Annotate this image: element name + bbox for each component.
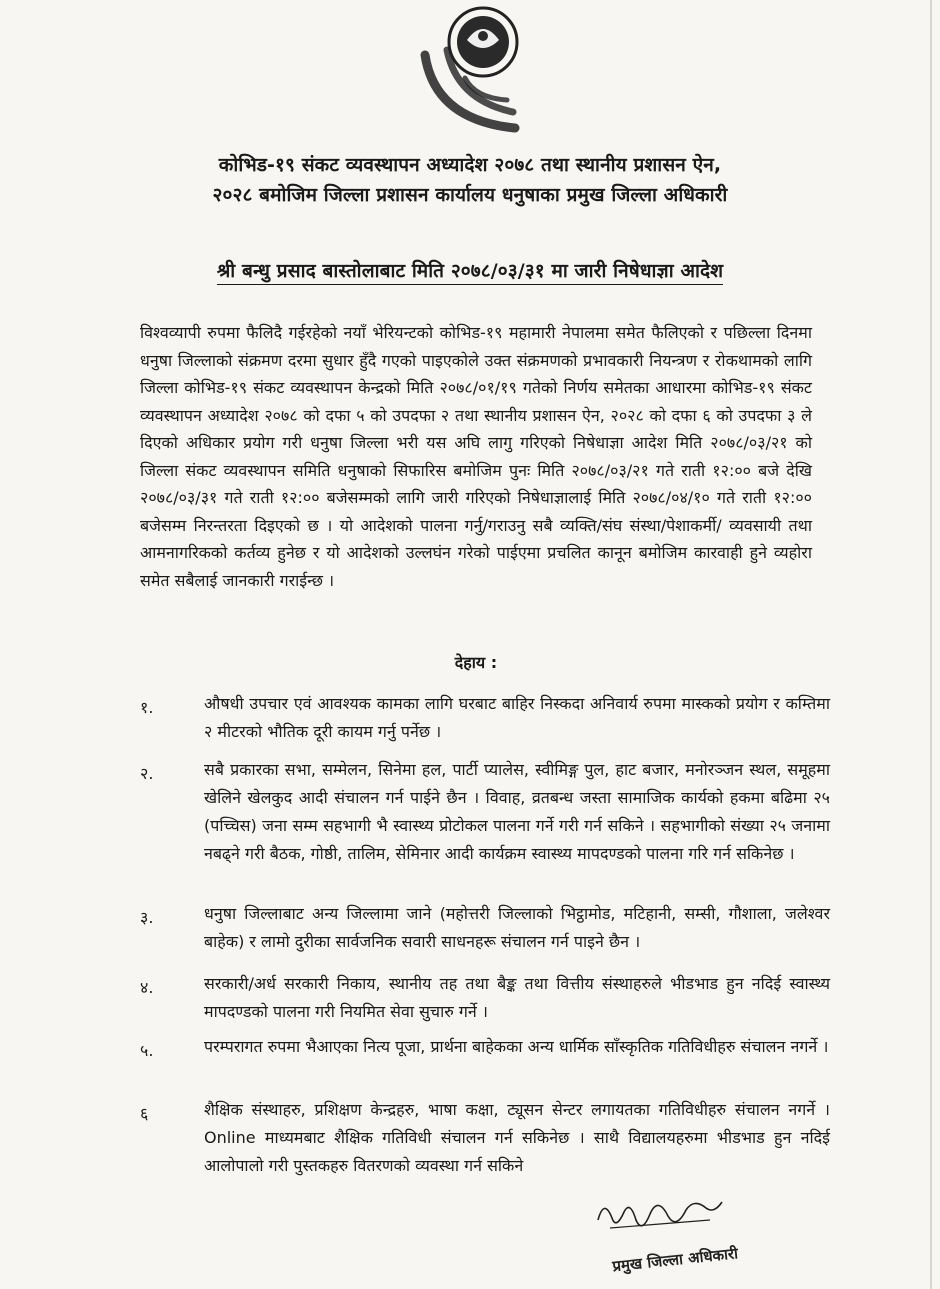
heading-line-1: कोभिड-१९ संकट व्यवस्थापन अध्यादेश २०७८ तथा स्थानीय प्रशासन ऐन, <box>218 154 722 176</box>
item-number: ४. <box>140 978 154 997</box>
item-number: २. <box>140 764 154 783</box>
section-label: देहाय : <box>454 653 498 672</box>
item-text: परम्परागत रुपमा भैआएका नित्य पूजा, प्रार्थना बाहेकका अन्य धार्मिक साँस्कृतिक गतिविधीहरु संचालन नगर्ने । <box>204 1037 829 1056</box>
order-title-text: श्री बन्धु प्रसाद बास्तोलाबाट मिति २०७८/०३/३१ मा जारी निषेधाज्ञा आदेश <box>217 260 723 285</box>
page-edge <box>930 0 932 1289</box>
item-text: सबै प्रकारका सभा, सम्मेलन, सिनेमा हल, पार्टी प्यालेस, स्वीमिङ्ग पुल, हाट बजार, मनोरञ्जन स्थल, समूहमा खेलिने खेलकुद आदी संचालन गर्न पाईने छैन । विवाह, व्रतबन्ध जस्ता सामाजिक कार्यको हकमा बढिमा २५ (पच्चिस) जना सम्म सहभागी भै स्वास्थ्य प्रोटोकल पालना गर्ने गरी गर्न सकिने । सहभागीको संख्या २५ जनामा नबढ्ने गरी बैठक, गोष्ठी, तालिम, सेमिनार आदी कार्यक्रम स्वास्थ्य मापदण्डको पालना गरि गर्न सकिनेछ । <box>204 760 830 863</box>
item-text: धनुषा जिल्लाबाट अन्य जिल्लामा जाने (महोत्तरी जिल्लाको भिट्ठामोड, मटिहानी, सम्सी, गौशाला, जलेश्वर बाहेक) र लामो दुरीका सार्वजनिक सवारी साधनहरू संचालन गर्न पाइने छैन । <box>204 904 830 951</box>
heading-line-2: २०२८ बमोजिम जिल्ला प्रशासन कार्यालय धनुषाका प्रमुख जिल्ला अधिकारी <box>212 184 728 206</box>
item-text: सरकारी/अर्ध सरकारी निकाय, स्थानीय तह तथा बैङ्क तथा वित्तीय संस्थाहरुले भीडभाड हुन नदिई स्वास्थ्य मापदण्डको पालना गरी नियमित सेवा सुचारु गर्ने । <box>204 974 830 1021</box>
emblem-icon <box>395 0 545 140</box>
intro-paragraph: विश्वव्यापी रुपमा फैलिदै गईरहेको नयाँ भेरियन्टको कोभिड-१९ महामारी नेपालमा समेत फैलिएको र पछिल्ला दिनमा धनुषा जिल्लाको संक्रमण दरमा सुधार हुँदै गएको पाइएकोले उक्त संक्रमणको प्रभावकारी नियन्त्रण र रोकथामको लागि जिल्ला कोभिड-१९ संकट व्यवस्थापन केन्द्रको मिति २०७८/०१/१९ गतेको निर्णय समेतका आधारमा कोभिड-१९ संकट व्यवस्थापन अध्यादेश २०७८ को दफा ५ को उपदफा २ तथा स्थानीय प्रशासन ऐन, २०२८ को दफा ६ को उपदफा ३ ले दिएको अधिकार प्रयोग गरी धनुषा जिल्ला भरी यस अघि लागु गरिएको निषेधाज्ञा आदेश मिति २०७८/०३/२१ को जिल्ला संकट व्यवस्थापन समिति धनुषाको सिफारिस बमोजिम पुनः मिति २०७८/०३/२१ गते राती १२:०० बजे देखि २०७८/०३/३१ गते राती १२:०० बजेसम्मको लागि जारी गरिएको निषेधाज्ञालाई मिति २०७८/०४/१० गते राती १२:०० बजेसम्म निरन्तरता दिइएको छ । यो आदेशको पालना गर्नु/गराउनु सबै व्यक्ति/संघ संस्था/पेशाकर्मी/ व्यवसायी तथा आमनागरिकको कर्तव्य हुनेछ र यो आदेशको उल्लघंन गरेको पाईएमा प्रचलित कानून बमोजिम कारवाही हुने व्यहोरा समेत सबैलाई जानकारी गराईन्छ । <box>140 323 812 590</box>
item-number: १. <box>140 698 154 717</box>
signatory-title: प्रमुख जिल्ला अधिकारी <box>611 1244 739 1276</box>
handwritten-signature <box>590 1190 730 1240</box>
signature-icon <box>590 1190 730 1240</box>
item-text: शैक्षिक संस्थाहरु, प्रशिक्षण केन्द्रहरु, भाषा कक्षा, ट्यूसन सेन्टर लगायतका गतिविधीहरु संचालन नगर्ने । Online माध्यमबाट शैक्षिक गतिविधी संचालन गर्न सकिनेछ । साथै विद्यालयहरुमा भीडभाड हुन नदिई आलोपालो गरी पुस्तकहरु वितरणको व्यवस्था गर्न सकिने <box>204 1100 830 1175</box>
item-number: ५. <box>140 1041 154 1060</box>
order-title <box>100 256 840 287</box>
item-text: औषधी उपचार एवं आवश्यक कामका लागि घरबाट बाहिर निस्कदा अनिवार्य रुपमा मास्कको प्रयोग र कम्तिमा २ मीटरको भौतिक दूरी कायम गर्नु पर्नेछ । <box>204 694 830 741</box>
item-number: ६ <box>140 1104 149 1123</box>
item-number: ३. <box>140 908 154 927</box>
office-seal <box>395 0 545 140</box>
